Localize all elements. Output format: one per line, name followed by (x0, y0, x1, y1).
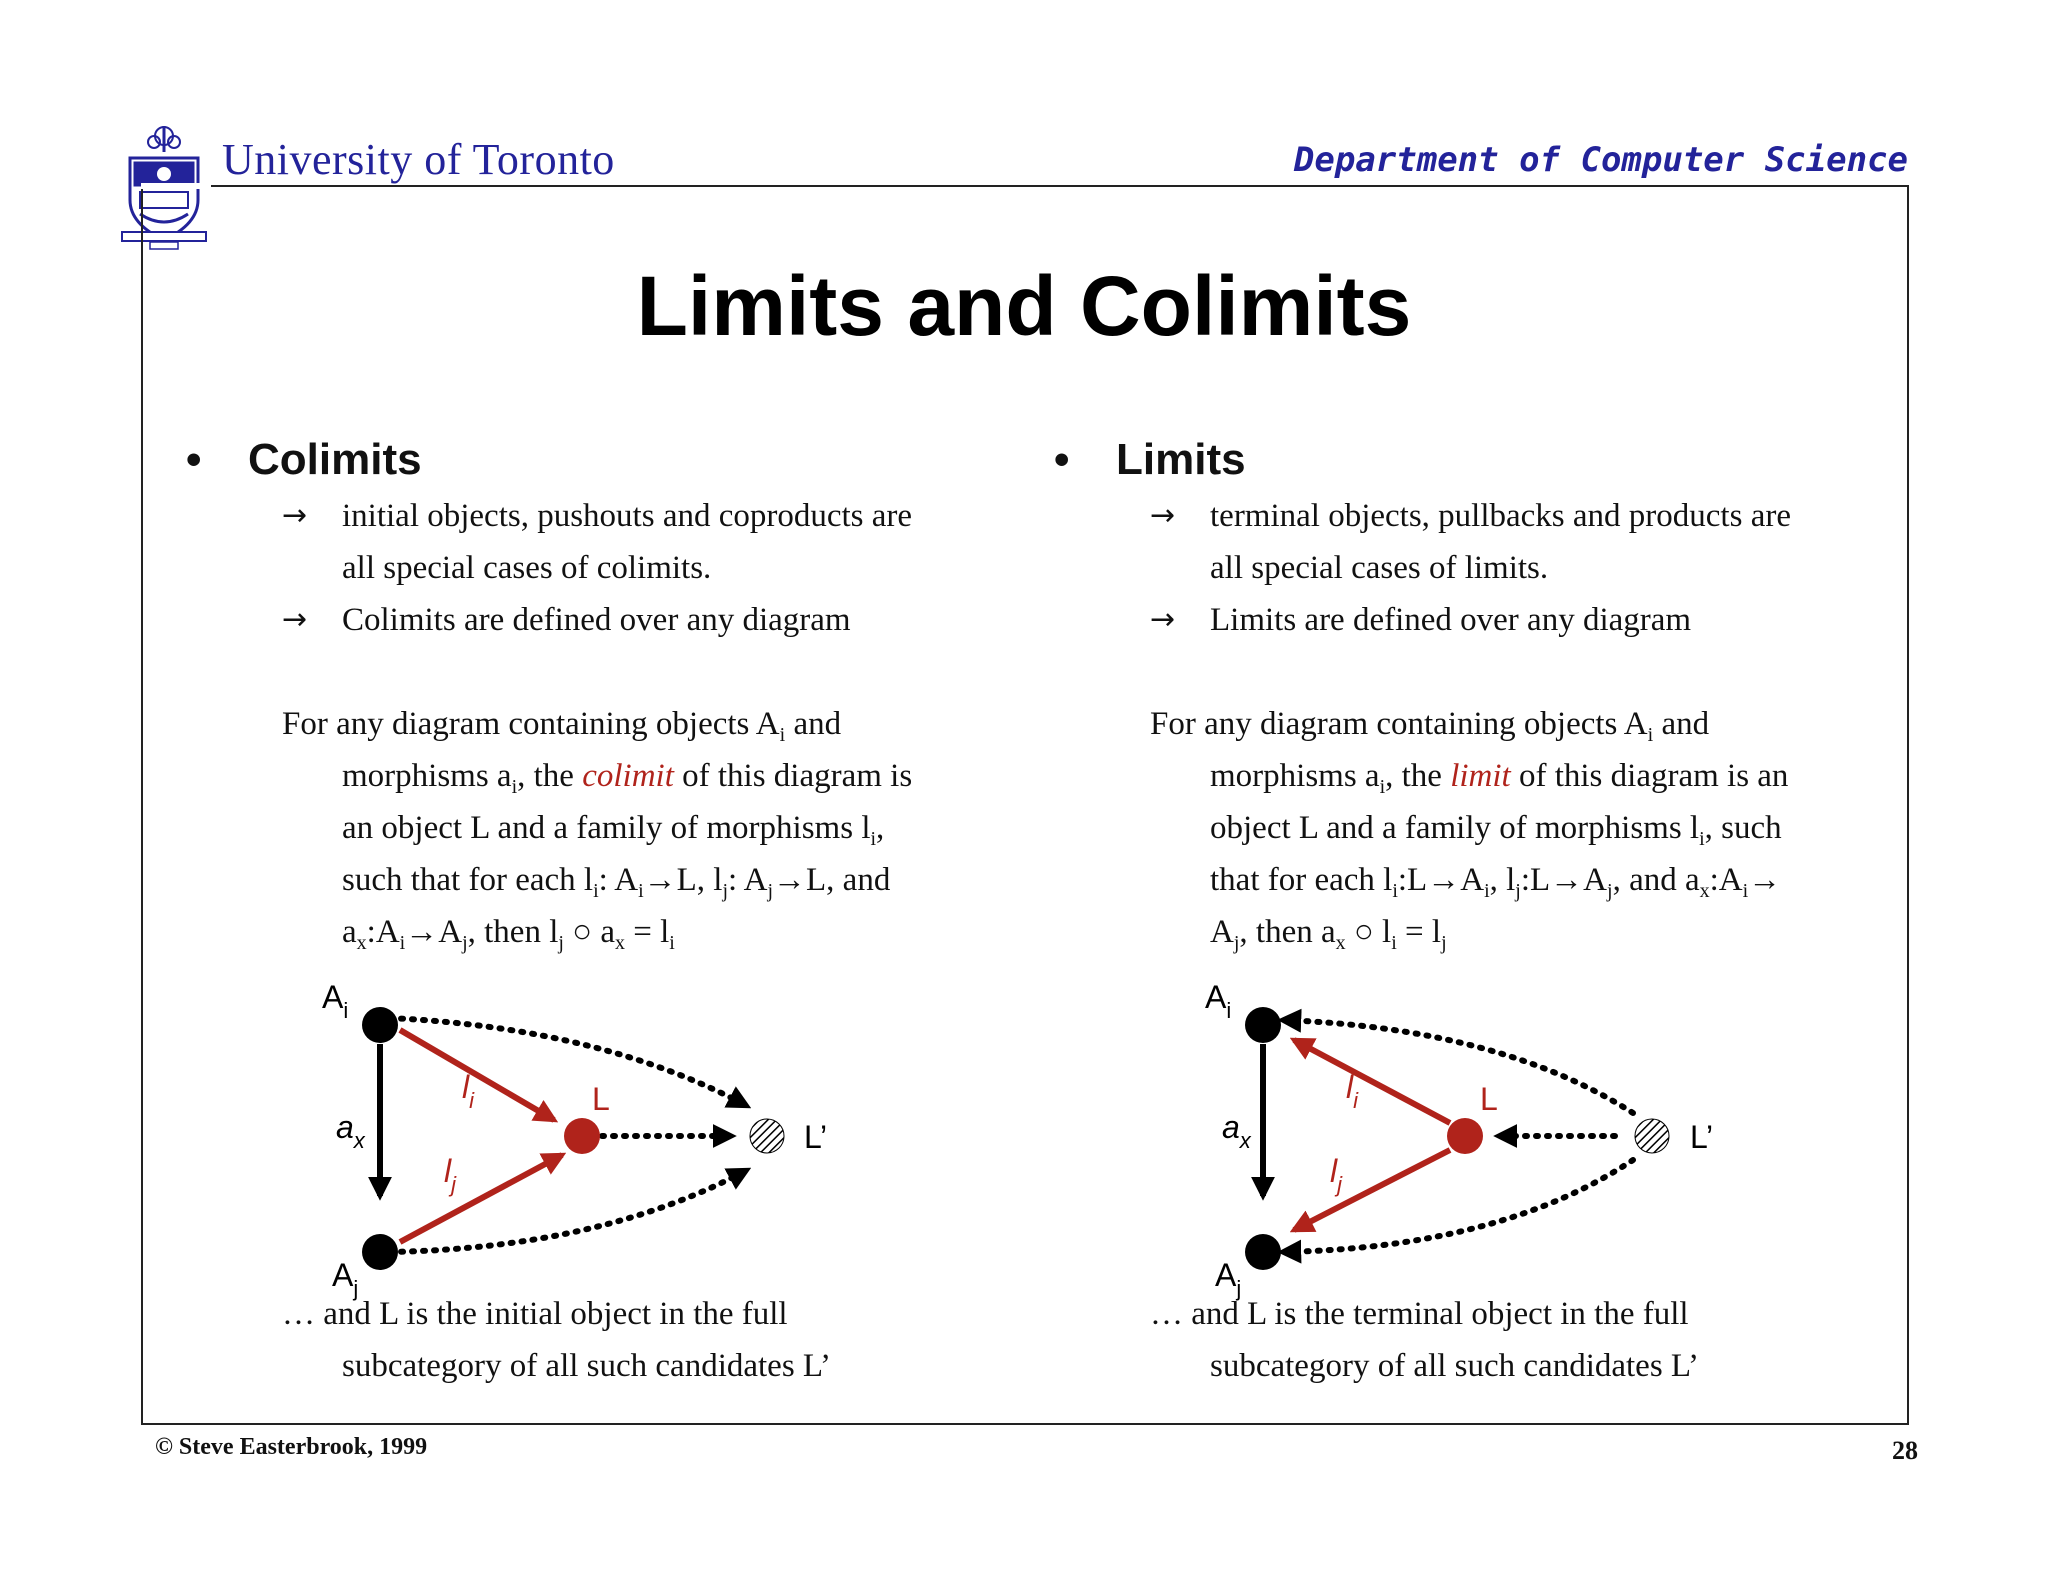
limits-footer (1050, 1288, 1810, 1392)
limits-definition-line1: For any diagram containing objects $A_i$ and (1150, 706, 1710, 746)
bullet-icon: • (1054, 435, 1070, 484)
department-name: Department of Computer Science (1293, 140, 1908, 180)
arrow-lj (400, 1155, 562, 1242)
slide-title: Limits and Colimits (636, 259, 1412, 353)
arrow-li (1294, 1040, 1450, 1123)
colimit-diagram (182, 958, 942, 1301)
arrow-right-icon: → (1150, 498, 1176, 533)
colimit-term: colimit (582, 758, 674, 794)
label-ai: $A_i$ (322, 979, 349, 1023)
colimits-bullet-1-line1: initial objects, pushouts and coproducts are (342, 498, 913, 534)
limits-heading-text: Limits (1116, 435, 1246, 484)
label-l: L (592, 1081, 610, 1117)
limits-bullet-2 (1050, 594, 1810, 646)
limits-heading (1050, 430, 1810, 490)
label-l: L (1480, 1081, 1498, 1117)
label-lj: $l_j$ (444, 1153, 456, 1197)
colimits-bullet-2-line1: Colimits are defined over any diagram (342, 602, 851, 638)
limit-term: limit (1450, 758, 1511, 794)
limit-diagram (1050, 958, 1810, 1301)
university-name: University of Toronto (222, 135, 615, 184)
colimits-definition (182, 698, 942, 958)
frame-gap (141, 183, 211, 189)
colimits-definition-body: morphisms $a_i$, the colimit of this diagram is an object L and a family of morphisms $l_i$, such that for each $l_i$: $A_i\to L$, $l_j$: $A_j\to L$, and $a_x:A_i\to A_j$, then $l_j$ ○ $a_x = l_i$ (342, 758, 913, 954)
colimits-bullet-1 (182, 490, 942, 594)
colimits-bullet-1-line2: all special cases of colimits. (342, 550, 712, 586)
label-lj: $l_j$ (1330, 1153, 1342, 1197)
arrow-lj (1294, 1150, 1450, 1230)
limits-definition (1050, 698, 1810, 958)
colimits-bullet-2 (182, 594, 942, 646)
label-ax: $a_x$ (1222, 1109, 1251, 1153)
label-aj: $A_j$ (1215, 1257, 1242, 1301)
node-l (1447, 1118, 1483, 1154)
limits-bullet-1 (1050, 490, 1810, 594)
node-l (564, 1118, 600, 1154)
page-number: 28 (1892, 1436, 1918, 1465)
colimits-footer-line1: … and L is the initial object in the full (282, 1296, 788, 1332)
dotted-arrow-ai-to-lprime (390, 1018, 747, 1106)
colimits-footer (182, 1288, 942, 1392)
colimits-footer-line2: subcategory of all such candidates L’ (342, 1348, 832, 1384)
node-ai (1245, 1007, 1281, 1043)
arrow-li (400, 1030, 554, 1120)
label-li: $l_i$ (462, 1069, 474, 1113)
limits-bullet-2-line1: Limits are defined over any diagram (1210, 602, 1692, 638)
colimits-heading-text: Colimits (248, 435, 422, 484)
node-lprime (1635, 1119, 1669, 1153)
colimits-definition-line1: For any diagram containing objects $A_i$ and (282, 706, 842, 746)
limits-footer-line1: … and L is the terminal object in the full (1150, 1296, 1689, 1332)
limits-bullet-1-line1: terminal objects, pullbacks and products are (1210, 498, 1791, 534)
label-lprime: L’ (804, 1119, 828, 1155)
arrow-right-icon: → (282, 602, 308, 637)
node-lprime (750, 1119, 784, 1153)
limits-footer-line2: subcategory of all such candidates L’ (1210, 1348, 1700, 1384)
bullet-icon: • (186, 435, 202, 484)
label-lprime: L’ (1690, 1119, 1714, 1155)
limits-column (1050, 430, 1810, 1392)
node-ai (362, 1007, 398, 1043)
limits-bullet-1-line2: all special cases of limits. (1210, 550, 1549, 586)
node-aj (362, 1234, 398, 1270)
copyright: © Steve Easterbrook, 1999 (155, 1434, 428, 1460)
dotted-arrow-lprime-to-ai (1282, 1020, 1633, 1113)
limits-definition-body: morphisms $a_i$, the limit of this diagram is an object L and a family of morphisms $l_i$, such that for each $l_i:L\to A_i$, $l_j:L\to A_j$, and $a_x:A_i\to$ $A_j$, then $a_x$ ○ $l_i = l_j$ (1210, 758, 1789, 954)
label-aj: $A_j$ (332, 1257, 359, 1301)
node-aj (1245, 1234, 1281, 1270)
colimits-column (182, 430, 942, 1392)
label-ai: $A_i$ (1205, 979, 1232, 1023)
arrow-right-icon: → (1150, 602, 1176, 637)
label-li: $l_i$ (1346, 1069, 1358, 1113)
label-ax: $a_x$ (336, 1109, 365, 1153)
arrow-right-icon: → (282, 498, 308, 533)
colimits-heading (182, 430, 942, 490)
